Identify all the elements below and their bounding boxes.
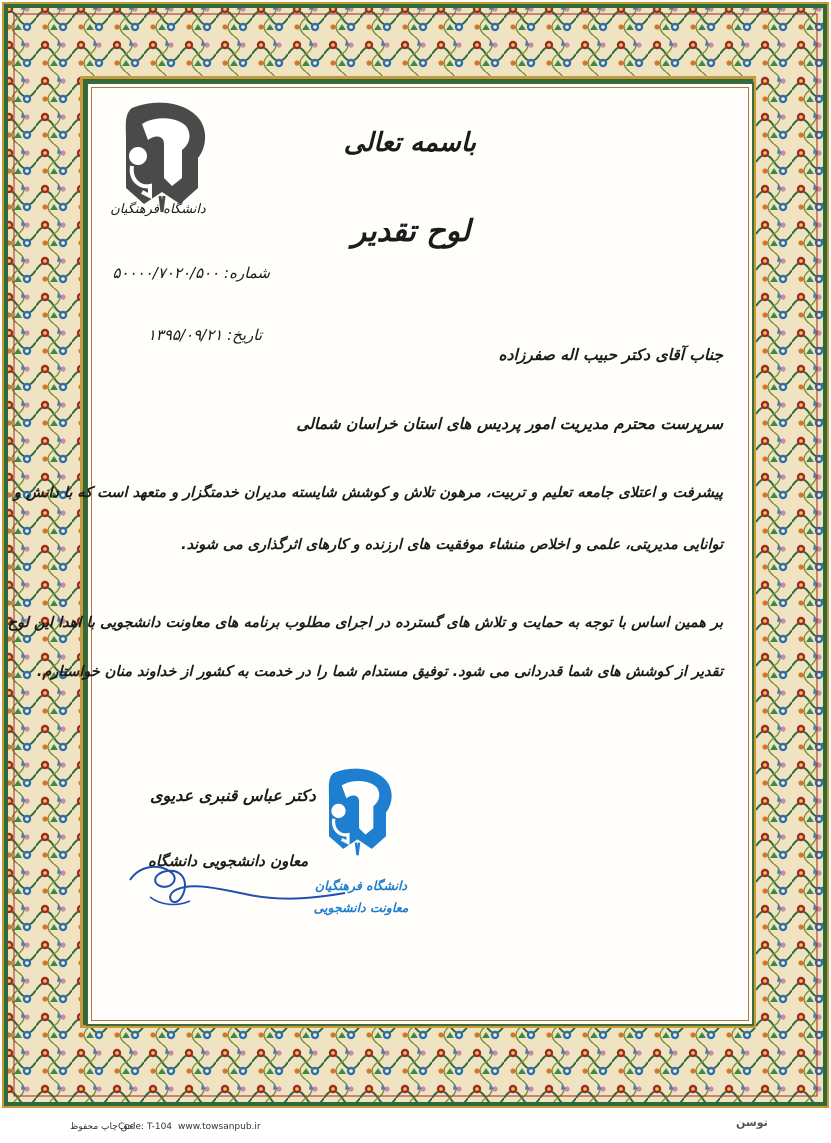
body-paragraph-2-line-2: تقدیر از کوشش های شما قدردانی می شود. توفیق مستدام شما را در خدمت به کشور از خداوند منان خواستارم. xyxy=(36,664,723,680)
body-paragraph-2-line-1: بر همین اساس با توجه به حمایت و تلاش های گسترده در اجرای مطلوب برنامه های معاونت دانشجویی با اهدا این لوح xyxy=(7,615,723,631)
signatory-name: دکتر عباس قنبری عدیوی xyxy=(150,786,316,805)
footer-code: Code: T-104 xyxy=(118,1122,173,1132)
footer-site: www.towsanpub.ir xyxy=(178,1122,261,1132)
recipient-position: سرپرست محترم مدیریت امور پردیس های استان خراسان شمالی xyxy=(296,415,723,433)
print-footer xyxy=(0,1110,831,1143)
publisher-logo: توسن xyxy=(736,1116,768,1129)
date-line xyxy=(122,326,262,344)
logo-caption-bottom-1: دانشگاه فرهنگیان xyxy=(314,878,408,893)
footer-copyright: حق چاپ محفوظ xyxy=(70,1122,134,1132)
recipient-name: جناب آقای دکتر حبیب اله صفرزاده xyxy=(498,346,723,364)
logo-caption-top: دانشگاه فرهنگیان xyxy=(110,202,206,217)
logo-caption-bottom-2: معاونت دانشجویی xyxy=(313,900,409,915)
bismillah-heading: باسمه تعالی xyxy=(343,128,476,158)
number-label: شماره: xyxy=(224,264,270,282)
date-label: تاریخ: xyxy=(227,326,262,344)
date-value: ۱۳۹۵/۰۹/۲۱ xyxy=(147,326,223,344)
certificate-title: لوح تقدیر xyxy=(351,214,471,249)
signatory-position: معاون دانشجویی دانشگاه xyxy=(148,852,309,870)
number-value: ۵۰۰۰۰/۷۰۲۰/۵۰۰ xyxy=(112,264,220,282)
body-paragraph-1-line-2: توانایی مدیریتی، علمی و اخلاص منشاء موفقیت های ارزنده و کارهای اثرگذاری می شوند. xyxy=(181,537,723,553)
number-line xyxy=(110,264,270,282)
body-paragraph-1-line-1: پیشرفت و اعتلای جامعه تعلیم و تربیت، مرهون تلاش و کوشش شایسته مدیران خدمتگزار و متعهد است که با دانش و xyxy=(13,485,723,501)
university-logo-bottom xyxy=(310,764,405,872)
